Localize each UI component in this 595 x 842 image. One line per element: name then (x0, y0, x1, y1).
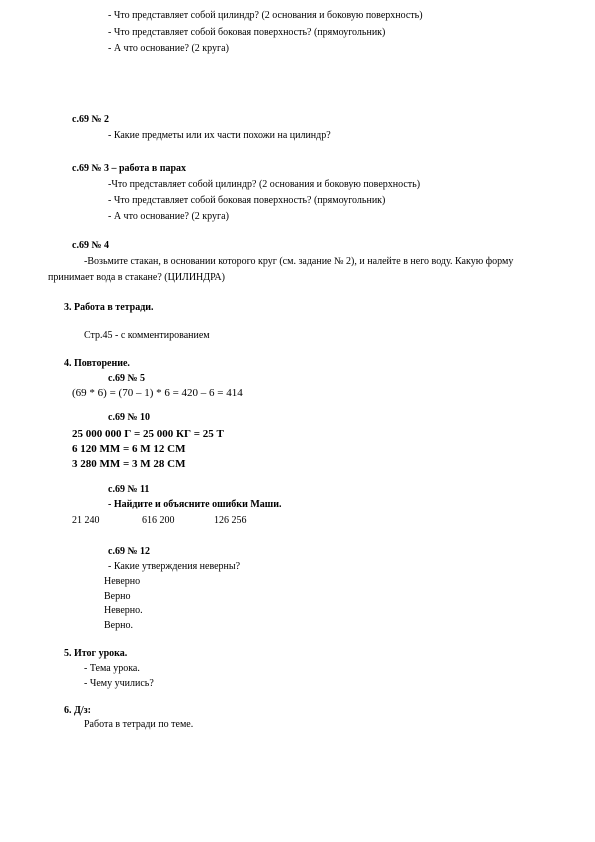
task-heading: с.69 № 4 (72, 240, 109, 251)
task-heading: с.69 № 2 (72, 114, 109, 125)
paragraph-line: -Возьмите стакан, в основании которого круг (см. задание № 2), и налейте в него воду. Какую форму (84, 256, 514, 267)
task-heading: с.69 № 3 – работа в парах (72, 163, 187, 174)
answer-line: Неверно (104, 576, 141, 587)
answer-line: Верно. (104, 620, 133, 631)
section-title: 6. Д/з: (64, 705, 92, 716)
answer-value: 21 240 (72, 515, 100, 526)
question-line: - Что представляет собой боковая поверхность? (прямоугольник) (108, 195, 386, 206)
conversion-line: 6 120 ММ = 6 М 12 СМ (72, 443, 186, 455)
question-line: - А что основание? (2 круга) (108, 211, 229, 222)
instruction-line: - Найдите и объясните ошибки Маши. (108, 499, 282, 510)
question-line: - А что основание? (2 круга) (108, 43, 229, 54)
paragraph-line: принимает вода в стакане? (ЦИЛИНДРА) (48, 272, 225, 283)
homework-text: Работа в тетради по теме. (84, 719, 194, 730)
question-line: - Что представляет собой боковая поверхность? (прямоугольник) (108, 27, 386, 38)
answer-line: Неверно. (104, 605, 143, 616)
question-line: - Какие утверждения неверны? (108, 561, 241, 572)
task-heading: с.69 № 10 (108, 412, 150, 423)
list-item: - Тема урока. (84, 663, 140, 674)
section-subtitle: Стр.45 - с комментированием (84, 330, 210, 341)
section-title: 4. Повторение. (64, 358, 130, 369)
task-heading: с.69 № 11 (108, 484, 150, 495)
section-title: 3. Работа в тетради. (64, 302, 154, 313)
task-heading: с.69 № 5 (108, 373, 145, 384)
math-expression: (69 * 6) = (70 – 1) * 6 = 420 – 6 = 414 (72, 387, 243, 399)
question-line: -Что представляет собой цилиндр? (2 основания и боковую поверхность) (108, 179, 421, 190)
conversion-line: 25 000 000 Г = 25 000 КГ = 25 Т (72, 428, 224, 440)
answer-line: Верно (104, 591, 131, 602)
task-heading: с.69 № 12 (108, 546, 150, 557)
question-line: - Что представляет собой цилиндр? (2 основания и боковую поверхность) (108, 10, 423, 21)
question-line: - Какие предметы или их части похожи на цилиндр? (108, 130, 331, 141)
answer-value: 616 200 (142, 515, 175, 526)
conversion-line: 3 280 ММ = 3 М 28 СМ (72, 458, 186, 470)
answer-value: 126 256 (214, 515, 247, 526)
section-title: 5. Итог урока. (64, 648, 128, 659)
list-item: - Чему учились? (84, 678, 154, 689)
